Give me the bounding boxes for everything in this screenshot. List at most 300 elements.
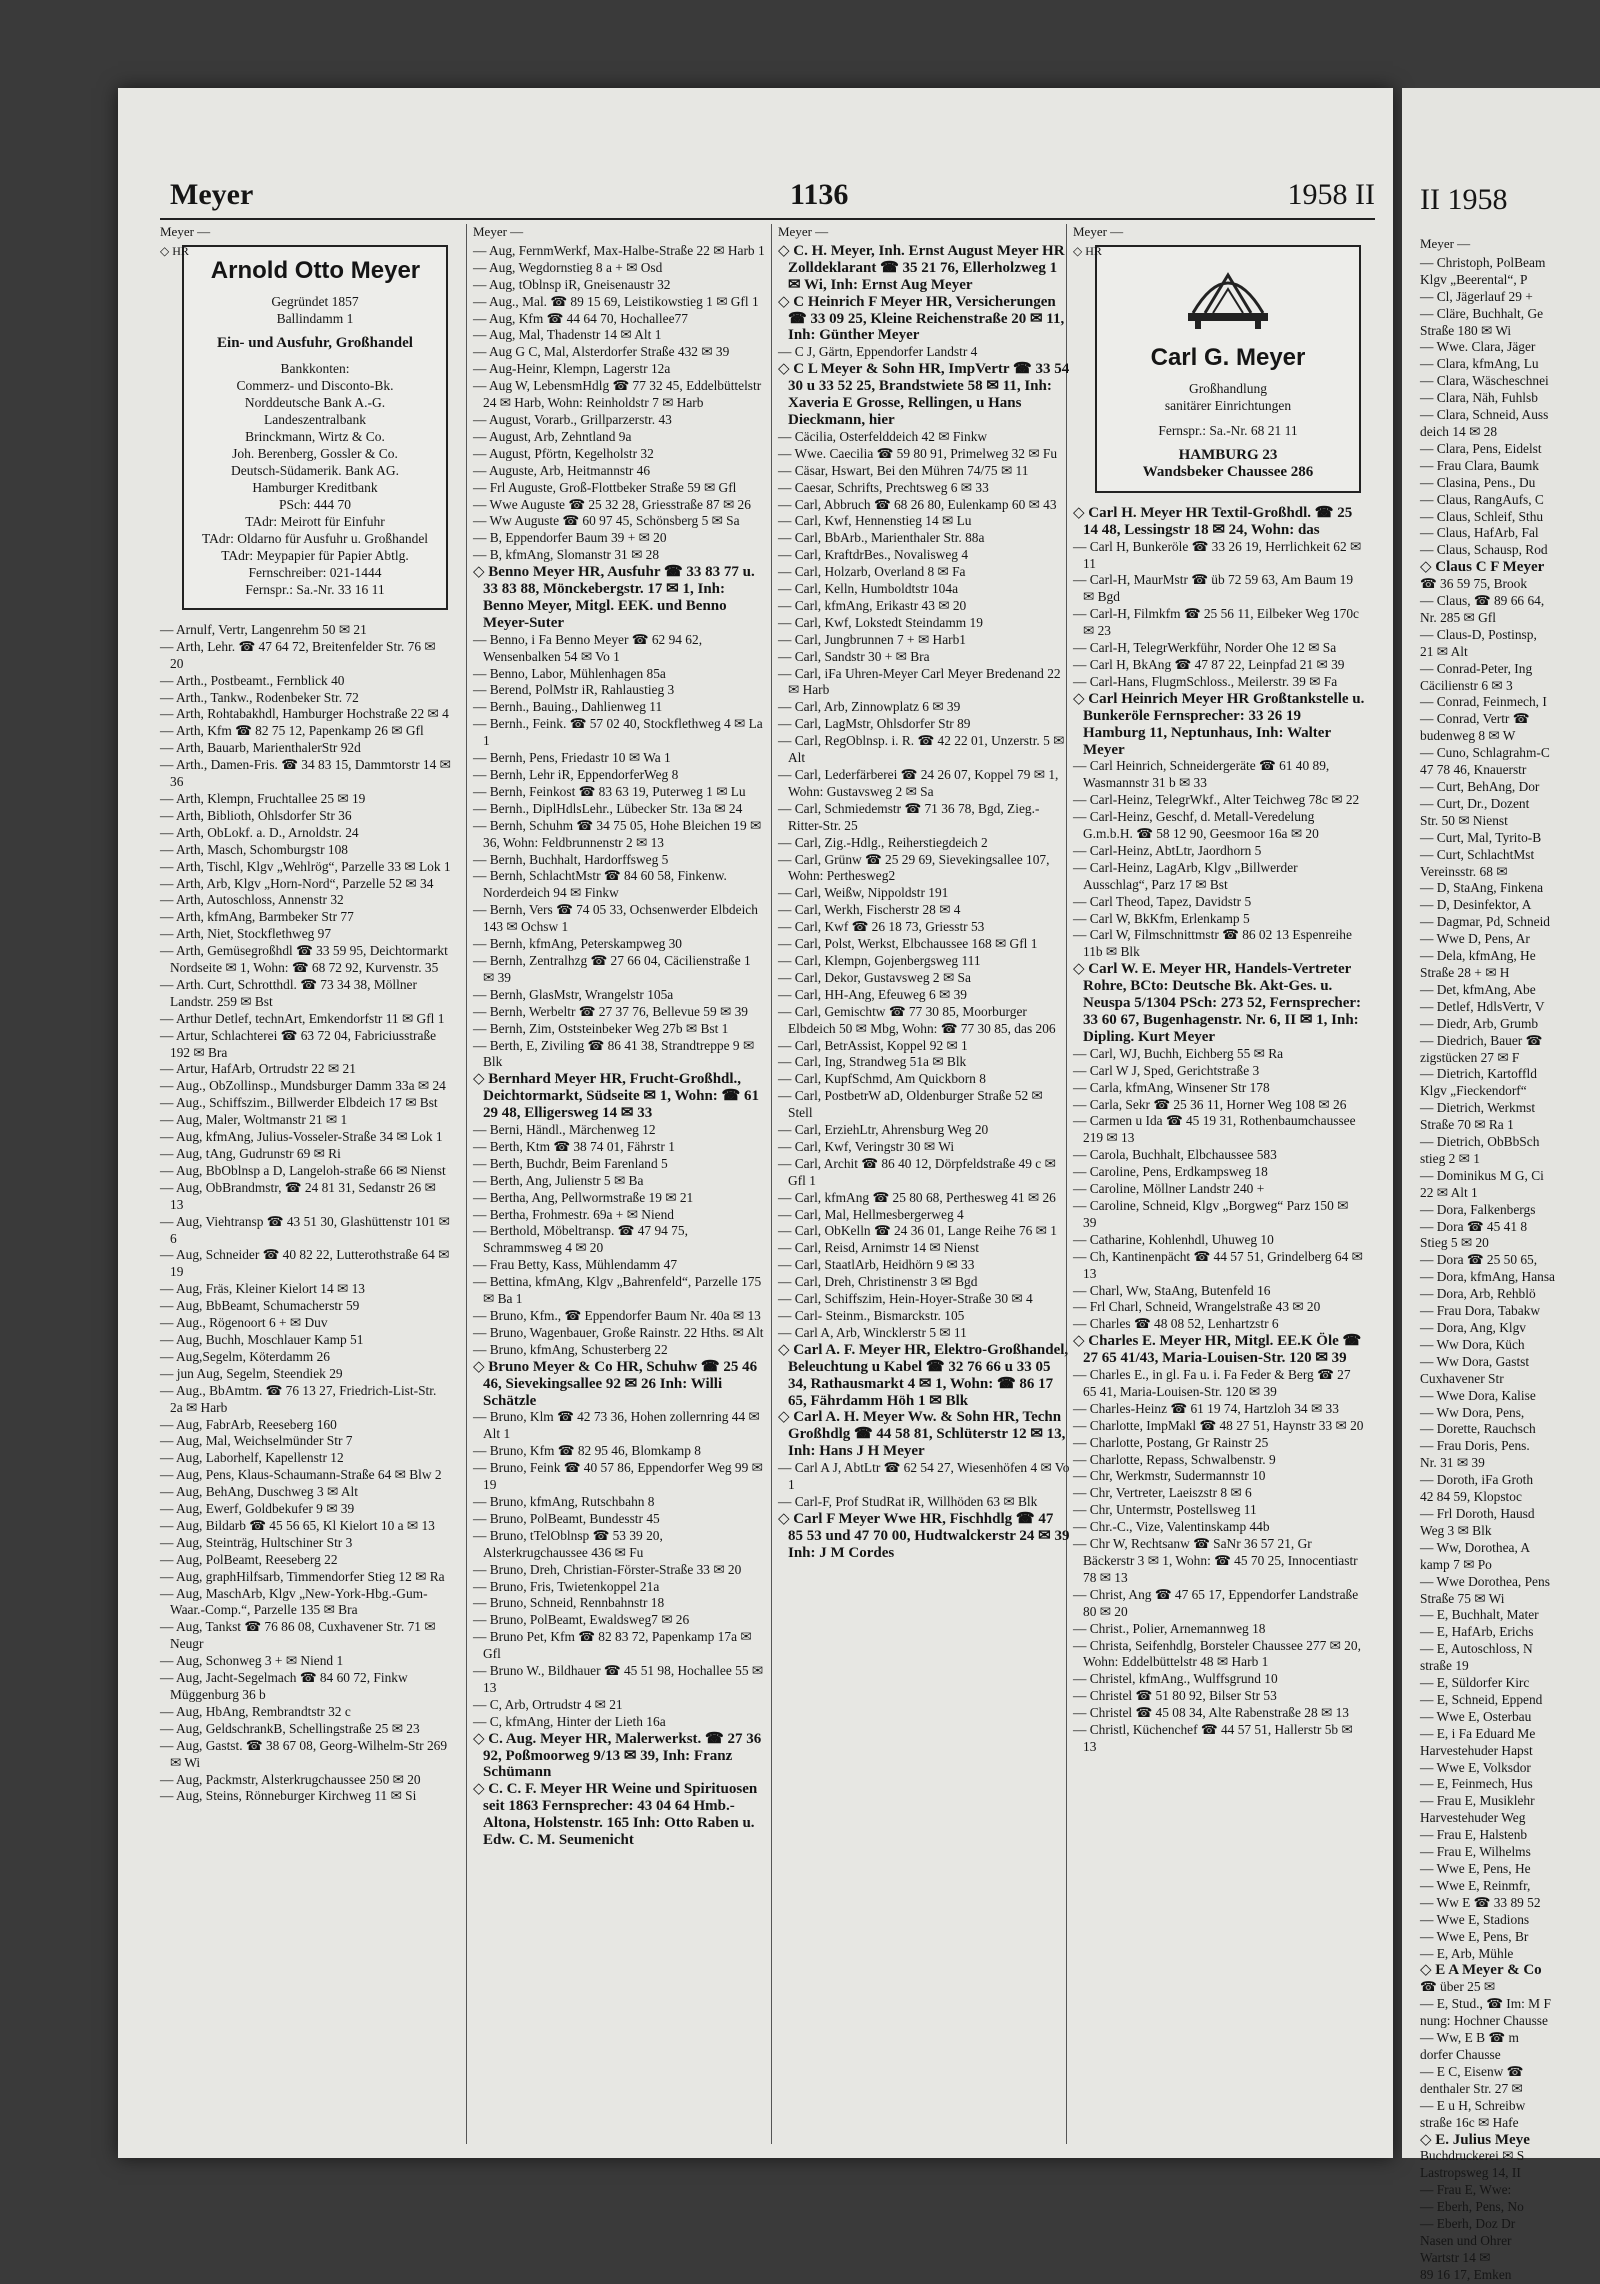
list-item: — Aug G C, Mal, Alsterdorfer Straße 432 ✉ 39 bbox=[473, 344, 730, 360]
list-item: — Wwe E, Pens, He bbox=[1420, 1861, 1531, 1876]
list-item: — Carl, LagMstr, Ohlsdorfer Str 89 bbox=[778, 716, 971, 732]
list-item: — Bruno, Kfm., ☎ Eppendorfer Baum Nr. 40a ✉ 13 bbox=[473, 1308, 761, 1323]
list-item: ◇ Carl F Meyer Wwe HR, Fischhdlg ☎ 47 85 53 und 47 70 00, Hudtwalckerstr 24 ✉ 39 Inh: J M Cordes bbox=[778, 1510, 1070, 1561]
running-head-year: 1958 II bbox=[1287, 178, 1375, 211]
list-item: — Conrad, Vertr ☎ bbox=[1420, 711, 1530, 727]
list-item: — August, Pförtn, Kegelholstr 32 bbox=[473, 445, 654, 461]
list-item: — Auguste, Arb, Heitmannstr 46 bbox=[473, 462, 651, 478]
list-item: — Carl-Heinz, TelegrWkf., Alter Teichweg 78c ✉ 22 bbox=[1073, 792, 1360, 808]
list-item: budenweg 8 ✉ W bbox=[1420, 728, 1516, 744]
list-item: — Carl, Schmiedemstr ☎ 71 36 78, Bgd, Zieg.-Ritter-Str. 25 bbox=[778, 800, 1040, 833]
list-item: — Carl, Grünw ☎ 25 29 69, Sievekingsallee 107, Wohn: Perthesweg2 bbox=[778, 851, 1050, 884]
list-item: — Bernh, Pens, Friedastr 10 ✉ Wa 1 bbox=[473, 750, 671, 766]
list-item: — E, Feinmech, Hus bbox=[1420, 1776, 1533, 1792]
list-item: Nasen und Ohrer bbox=[1420, 2232, 1512, 2248]
ad-city: HAMBURG 23 bbox=[1178, 446, 1278, 463]
list-item: — Arth, kfmAng, Barmbeker Str 77 bbox=[160, 909, 354, 925]
list-item: — Bernh., Feink. ☎ 57 02 40, Stockflethweg 4 ✉ La 1 bbox=[473, 716, 763, 749]
list-item: — E, Süldorfer Kirc bbox=[1420, 1675, 1530, 1691]
list-item: — Carl W J, Sped, Gerichtstraße 3 bbox=[1073, 1062, 1260, 1078]
list-item: — Aug, FabrArb, Reeseberg 160 bbox=[160, 1416, 337, 1432]
list-item: — Detlef, HdlsVertr, V bbox=[1420, 998, 1545, 1014]
list-item: — Eberh, Pens, No bbox=[1420, 2199, 1524, 2215]
list-item: — Wwe E, Pens, Br bbox=[1420, 1928, 1529, 1944]
list-item: — Christ, Ang ☎ 47 65 17, Eppendorfer Landstraße 80 ✉ 20 bbox=[1073, 1586, 1359, 1619]
list-item: — Clasina, Pens., Du bbox=[1420, 474, 1536, 490]
list-item: — Claus, HafArb, Fal bbox=[1420, 525, 1539, 541]
list-item: — Charlotte, ImpMakl ☎ 48 27 51, Haynstr 33 ✉ 20 bbox=[1073, 1417, 1364, 1433]
list-item: — Christl, Küchenchef ☎ 44 57 51, Hallerstr 5b ✉ 13 bbox=[1073, 1722, 1353, 1754]
list-item: — Carl, Kelln, Humboldtstr 104a bbox=[778, 581, 959, 597]
list-item: — Curt, SchlachtMst bbox=[1420, 846, 1535, 862]
ad-bank: Norddeutsche Bank A.-G. bbox=[244, 394, 386, 410]
list-item: — Bernh, Schuhm ☎ 34 75 05, Hohe Bleichen 19 ✉ 36, Wohn: Feldbrunnenstr 2 ✉ 13 bbox=[473, 817, 762, 850]
list-item: — Carl, Gemischtw ☎ 77 30 85, Moorburger Elbdeich 50 ✉ Mbg, Wohn: ☎ 77 30 85, das 206 bbox=[778, 1003, 1056, 1036]
list-item: — Bruno W., Bildhauer ☎ 45 51 98, Hochallee 55 ✉ 13 bbox=[473, 1663, 764, 1695]
list-item: — Ww E ☎ 33 89 52 bbox=[1420, 1894, 1541, 1910]
list-item: — Aug., BbAmtm. ☎ 76 13 27, Friedrich-List-Str. 2a ✉ Harb bbox=[160, 1382, 437, 1415]
list-item: — Carl-H, MaurMstr ☎ üb 72 59 63, Am Baum 19 ✉ Bgd bbox=[1073, 572, 1354, 605]
list-item: — Aug, kfmAng, Julius-Vosseler-Straße 34 ✉ Lok 1 bbox=[160, 1129, 443, 1145]
ad-telex: Fernschreiber: 021-1444 bbox=[248, 564, 382, 580]
list-item: — Curt, Mal, Tyrito-B bbox=[1420, 829, 1542, 845]
list-item: 22 ✉ Alt 1 bbox=[1420, 1184, 1478, 1200]
list-item: — Bruno, Fris, Twietenkoppel 21a bbox=[473, 1578, 660, 1594]
list-item: — Berth, Ang, Julienstr 5 ✉ Ba bbox=[473, 1172, 644, 1188]
list-item: — Cäcilia, Osterfelddeich 42 ✉ Finkw bbox=[778, 428, 988, 444]
list-item: — Dietrich, ObBbSch bbox=[1420, 1134, 1540, 1150]
list-item: — Benno, Labor, Mühlenhagen 85a bbox=[473, 665, 666, 681]
list-item: — Carl-Heinz, AbtLtr, Jaordhorn 5 bbox=[1073, 842, 1262, 858]
list-item: — Frau Clara, Baumk bbox=[1420, 457, 1540, 473]
ad-line-2: sanitärer Einrichtungen bbox=[1164, 397, 1292, 413]
list-item: — Carl, Kwf, Hennenstieg 14 ✉ Lu bbox=[778, 513, 972, 529]
list-item: — Bernh, Zentralhzg ☎ 27 66 04, Cäcilienstraße 1 ✉ 39 bbox=[473, 952, 751, 985]
list-item: — Arth., Postbeamt., Fernblick 40 bbox=[160, 672, 345, 688]
list-item: — Dominikus M G, Ci bbox=[1420, 1167, 1544, 1183]
list-item: — C, kfmAng, Hinter der Lieth 16a bbox=[473, 1713, 666, 1729]
list-item: — Chr.-C., Vize, Valentinskamp 44b bbox=[1073, 1519, 1270, 1535]
list-item: — Bruno, tTelOblnsp ☎ 53 39 20, Alsterkrugchaussee 436 ✉ Fu bbox=[473, 1527, 663, 1560]
list-item: ◇ Carl A. H. Meyer Ww. & Sohn HR, Techn Großhdlg ☎ 44 58 81, Schlüterstr 12 ✉ 13, Inh: Hans J H Meyer bbox=[778, 1409, 1066, 1460]
list-item: — Aug., Schiffszim., Billwerder Elbdeich 17 ✉ Bst bbox=[160, 1095, 438, 1111]
list-item: — Aug W, LebensmHdlg ☎ 77 32 45, Eddelbüttelstr 24 ✉ Harb, Wohn: Reinholdstr 7 ✉ Harb bbox=[473, 378, 762, 411]
list-item: — Bruno, Feink ☎ 40 57 86, Eppendorfer Weg 99 ✉ 19 bbox=[473, 1460, 763, 1493]
list-item: — Frau E, Halstenb bbox=[1420, 1827, 1528, 1843]
ad-bank: Commerz- und Disconto-Bk. bbox=[236, 377, 394, 393]
list-item: — Aug, Ewerf, Goldbekufer 9 ✉ 39 bbox=[160, 1501, 355, 1517]
list-item: ◇ E. Julius Meye bbox=[1420, 2131, 1530, 2148]
list-item: — Aug, Tankst ☎ 76 86 08, Cuxhavener Str. 71 ✉ Neugr bbox=[160, 1619, 436, 1652]
list-item: — Diedr, Arb, Grumb bbox=[1420, 1015, 1539, 1031]
list-item: ◇ C Heinrich F Meyer HR, Versicherungen ☎ 33 09 25, Kleine Reichenstraße 20 ✉ 11, Inh: Günther Meyer bbox=[778, 293, 1065, 344]
list-item: — Berth, E, Ziviling ☎ 86 41 38, Strandtreppe 9 ✉ Blk bbox=[473, 1037, 755, 1070]
ad-title: Carl G. Meyer bbox=[1150, 343, 1306, 371]
list-item: ◇ Carl Heinrich Meyer HR Großtankstelle u. Bunkeröle Fernsprecher: 33 26 19 Hamburg 11, Neptunhaus, Inh: Walter Meyer bbox=[1073, 690, 1365, 758]
list-item: — Artur, HafArb, Ortrudstr 22 ✉ 21 bbox=[160, 1061, 356, 1077]
list-item: — Cäsar, Hswart, Bei den Mühren 74/75 ✉ 11 bbox=[778, 462, 1029, 478]
list-item: — Carl, KupfSchmd, Am Quickborn 8 bbox=[778, 1071, 986, 1087]
list-item: — Dora ☎ 25 50 65, bbox=[1420, 1252, 1538, 1268]
hr-marker: ◇ HR bbox=[1073, 243, 1102, 258]
list-item: — Aug, Schneider ☎ 40 82 22, Lutterothstraße 64 ✉ 19 bbox=[160, 1247, 450, 1280]
list-item: — Dora, Ang, Klgv bbox=[1420, 1320, 1526, 1335]
list-item: — Carl, Abbruch ☎ 68 26 80, Eulenkamp 60 ✉ 43 bbox=[778, 496, 1057, 512]
list-item: — Caroline, Pens, Erdkampsweg 18 bbox=[1073, 1164, 1268, 1180]
list-item: — Caesar, Schrifts, Prechtsweg 6 ✉ 33 bbox=[778, 479, 989, 495]
column-2 bbox=[473, 224, 765, 2144]
list-item: — Carl, Jungbrunnen 7 + ✉ Harb1 bbox=[778, 631, 966, 647]
list-item: ◇ E A Meyer & Co bbox=[1420, 1962, 1542, 1979]
list-item: — Clara, kfmAng, Lu bbox=[1420, 356, 1539, 372]
list-item: — Carla, kfmAng, Winsener Str 178 bbox=[1073, 1079, 1270, 1095]
list-item: ◇ Claus C F Meyer bbox=[1420, 559, 1545, 576]
list-item: — Ww Dora, Küch bbox=[1420, 1336, 1525, 1352]
list-item: — Cuno, Schlagrahm-C bbox=[1420, 745, 1550, 761]
list-item: — August, Arb, Zehntland 9a bbox=[473, 428, 632, 444]
entry-list bbox=[778, 243, 1070, 1562]
list-item: ◇ C. Aug. Meyer HR, Malerwerkst. ☎ 27 36 92, Poßmoorweg 9/13 ✉ 39, Inh: Franz Schümann bbox=[473, 1730, 762, 1781]
list-item: Harvestehuder Weg bbox=[1420, 1810, 1526, 1826]
list-item: — Carmen u Ida ☎ 45 19 31, Rothenbaumchaussee 219 ✉ 13 bbox=[1073, 1113, 1356, 1146]
list-item: — Cl, Jägerlauf 29 + bbox=[1420, 288, 1533, 304]
list-item: — Caroline, Schneid, Klgv „Borgweg“ Parz 150 ✉ 39 bbox=[1073, 1197, 1349, 1230]
list-item: ◇ Charles E. Meyer HR, Mitgl. EE.K Öle ☎ 27 65 41/43, Maria-Louisen-Str. 120 ✉ 39 bbox=[1073, 1333, 1362, 1367]
list-item: — Carl, Ing, Strandweg 51a ✉ Blk bbox=[778, 1054, 967, 1070]
list-item: — Aug, graphHilfsarb, Timmendorfer Stieg 12 ✉ Ra bbox=[160, 1568, 445, 1584]
list-item: — Aug, Jacht-Segelmach ☎ 84 60 72, Finkw Müggenburg 36 b bbox=[160, 1670, 408, 1702]
list-item: — Arthur Detlef, technArt, Emkendorfstr 11 ✉ Gfl 1 bbox=[160, 1010, 445, 1026]
list-item: Cäcilienstr 6 ✉ 3 bbox=[1420, 677, 1513, 693]
list-item: — Ww Auguste ☎ 60 97 45, Schönsberg 5 ✉ Sa bbox=[473, 513, 740, 529]
list-item: — Carl H, Bunkeröle ☎ 33 26 19, Herrlichkeit 62 ✉ 11 bbox=[1073, 538, 1362, 571]
list-item: — B, Eppendorfer Baum 39 + ✉ 20 bbox=[473, 530, 667, 546]
list-item: — Aug., ObZollinsp., Mundsburger Damm 33a ✉ 24 bbox=[160, 1078, 446, 1094]
list-item: ◇ Carl A. F. Meyer HR, Elektro-Großhandel, Beleuchtung u Kabel ☎ 32 76 66 u 33 05 34, Rathausmarkt 4 ✉ 1, Wohn: ☎ 86 17 65, Fährdamm Höh 1 ✉ Blk bbox=[778, 1341, 1069, 1409]
list-item: — C J, Gärtn, Eppendorfer Landstr 4 bbox=[778, 344, 978, 360]
list-item: — Arth. Curt, Schrotthdl. ☎ 73 34 38, Möllner Landstr. 259 ✉ Bst bbox=[160, 976, 417, 1009]
list-item: — Frau E, Musiklehr bbox=[1420, 1793, 1535, 1809]
list-item: 21 ✉ Alt bbox=[1420, 643, 1468, 659]
list-item: — Bertha, Ang, Pellwormstraße 19 ✉ 21 bbox=[473, 1189, 694, 1205]
list-item: — Carl-Hans, FlugmSchloss., Meilerstr. 39 ✉ Fa bbox=[1073, 673, 1338, 689]
list-item: — Frau Doris, Pens. bbox=[1420, 1438, 1530, 1454]
list-item: — Berthold, Möbeltransp. ☎ 47 94 75, Schrammsweg 4 ✉ 20 bbox=[473, 1223, 688, 1256]
column-4 bbox=[1073, 224, 1365, 2144]
list-item: — Carl-H, Filmkfm ☎ 25 56 11, Eilbeker Weg 170c ✉ 23 bbox=[1073, 606, 1359, 639]
list-item: — Carl, Klempn, Gojenbergsweg 111 bbox=[778, 952, 981, 968]
facing-page-header: II 1958 bbox=[1420, 183, 1508, 216]
list-item: — Arth., Tankw., Rodenbeker Str. 72 bbox=[160, 689, 359, 705]
list-item: — Bernh, SchlachtMstr ☎ 84 60 58, Finkenw. Norderdeich 94 ✉ Finkw bbox=[473, 868, 727, 901]
list-item: — Chr, Werkmstr, Sudermannstr 10 bbox=[1073, 1468, 1266, 1484]
list-item: — Christel ☎ 45 08 34, Alte Rabenstraße 28 ✉ 13 bbox=[1073, 1705, 1349, 1721]
list-item: — Christa, Seifenhdlg, Borsteler Chaussee 277 ✉ 20, Wohn: Eddelbüttelstr 48 ✉ Harb 1 bbox=[1073, 1637, 1361, 1670]
ad-telegram-address: TAdr: Meirott für Einfuhr bbox=[245, 513, 385, 529]
list-item: — Carl, Polst, Werkst, Elbchaussee 168 ✉ Gfl 1 bbox=[778, 936, 1038, 952]
list-item: — Aug, PolBeamt, Reeseberg 22 bbox=[160, 1551, 338, 1567]
list-item: — Eberh, Doz Dr bbox=[1420, 2216, 1516, 2232]
list-item: — Bernh, Lehr iR, EppendorferWeg 8 bbox=[473, 767, 679, 782]
list-item: — Aug, Mal, Weichselmünder Str 7 bbox=[160, 1433, 353, 1449]
list-item: — Arth, Niet, Stockflethweg 97 bbox=[160, 926, 332, 942]
list-item: zigstücken 27 ✉ F bbox=[1420, 1049, 1520, 1065]
list-item: nung: Hochner Chausse bbox=[1420, 2013, 1548, 2029]
list-item: — Carl, Werkh, Fischerstr 28 ✉ 4 bbox=[778, 902, 961, 918]
ad-bank: Deutsch-Südamerik. Bank AG. bbox=[231, 462, 399, 478]
list-item: — Bernh, GlasMstr, Wrangelstr 105a bbox=[473, 986, 674, 1002]
list-item: dorfer Chausse bbox=[1420, 2046, 1501, 2062]
page-header bbox=[170, 178, 1375, 218]
list-item: stieg 2 ✉ 1 bbox=[1420, 1150, 1480, 1166]
list-item: — Aug, Pens, Klaus-Schaumann-Straße 64 ✉ Blw 2 bbox=[160, 1467, 442, 1483]
list-item: Harvestehuder Hapst bbox=[1420, 1742, 1533, 1758]
ad-address: Ballindamm 1 bbox=[276, 310, 354, 326]
list-item: — Charl, Ww, StaAng, Butenfeld 16 bbox=[1073, 1282, 1271, 1298]
list-item: — Aug, MaschArb, Klgv „New-York-Hbg.-Gum-Waar.-Comp.“, Parzelle 135 ✉ Bra bbox=[160, 1585, 428, 1618]
list-item: — Dela, kfmAng, He bbox=[1420, 948, 1536, 964]
list-item: ◇ Bruno Meyer & Co HR, Schuhw ☎ 25 46 46, Sievekingsallee 92 ✉ 26 Inh: Willi Schätzle bbox=[473, 1358, 758, 1409]
list-item: — Bernh., DiplHdlsLehr., Lübecker Str. 13a ✉ 24 bbox=[473, 800, 743, 816]
list-item: — Bruno, Dreh, Christian-Förster-Straße 33 ✉ 20 bbox=[473, 1561, 742, 1577]
continuation-label: Meyer — bbox=[1073, 224, 1124, 239]
list-item: — Aug, Schonweg 3 + ✉ Niend 1 bbox=[160, 1653, 344, 1669]
list-item: — Aug, Fräs, Kleiner Kielort 14 ✉ 13 bbox=[160, 1281, 365, 1297]
list-item: — Dora, kfmAng, Hansa bbox=[1420, 1269, 1555, 1285]
list-item: — Aug., Rögenoort 6 + ✉ Duv bbox=[160, 1315, 328, 1331]
continuation-label: Meyer — bbox=[778, 224, 829, 239]
list-item: — Diedrich, Bauer ☎ bbox=[1420, 1032, 1543, 1048]
ad-bank: Brinckmann, Wirtz & Co. bbox=[245, 428, 385, 444]
list-item: — Wwe E, Osterbau bbox=[1420, 1708, 1532, 1724]
list-item: 89 16 17, Emken bbox=[1420, 2266, 1512, 2282]
ad-bank: Hamburger Kreditbank bbox=[252, 479, 378, 495]
ad-line-1: Großhandlung bbox=[1189, 380, 1267, 396]
list-item: — Carl Heinrich, Schneidergeräte ☎ 61 40 89, Wasmannstr 31 b ✉ 33 bbox=[1073, 758, 1330, 791]
continuation-label: Meyer — bbox=[1420, 236, 1471, 251]
list-item: — Arth, Klempn, Fruchtallee 25 ✉ 19 bbox=[160, 790, 366, 806]
list-item: — Carl, ErziehLtr, Ahrensburg Weg 20 bbox=[778, 1122, 989, 1138]
list-item: — Wwe E, Reinmfr, bbox=[1420, 1877, 1531, 1893]
list-item: — Wwe Auguste ☎ 25 32 28, Griesstraße 87 ✉ 26 bbox=[473, 496, 751, 512]
advertisement-carl-g-meyer bbox=[1095, 245, 1361, 493]
list-item: — Dietrich, Werkmst bbox=[1420, 1100, 1536, 1116]
list-item: — Bruno, kfmAng, Rutschbahn 8 bbox=[473, 1493, 655, 1509]
list-item: — Conrad, Feinmech, I bbox=[1420, 694, 1547, 710]
list-item: — Dora, Arb, Rehblö bbox=[1420, 1286, 1536, 1302]
list-item: — Bertha, Frohmestr. 69a + ✉ Niend bbox=[473, 1206, 675, 1222]
list-item: — Arth, Bauarb, MarienthalerStr 92d bbox=[160, 740, 361, 756]
list-item: — Claus, Schausp, Rod bbox=[1420, 542, 1548, 558]
list-item: — Carl, KraftdrBes., Novalisweg 4 bbox=[778, 547, 969, 563]
list-item: — Bernh, Buchhalt, Hardorffsweg 5 bbox=[473, 851, 669, 867]
list-item: — Arth, Autoschloss, Annenstr 32 bbox=[160, 892, 344, 908]
list-item: — Frau Betty, Kass, Mühlendamm 47 bbox=[473, 1257, 678, 1273]
list-item: — Aug, Gastst. ☎ 38 67 08, Georg-Wilhelm-Str 269 ✉ Wi bbox=[160, 1737, 448, 1770]
list-item: — Ww, Dorothea, A bbox=[1420, 1539, 1531, 1555]
list-item: — Dagmar, Pd, Schneid bbox=[1420, 914, 1551, 930]
list-item: — Dorette, Rauchsch bbox=[1420, 1421, 1536, 1437]
list-item: — Berth, Buchdr, Beim Farenland 5 bbox=[473, 1155, 668, 1171]
list-item: — Carl, PostbetrW aD, Oldenburger Straße 52 ✉ Stell bbox=[778, 1088, 1043, 1121]
list-item: Cuxhavener Str bbox=[1420, 1370, 1504, 1386]
list-item: — Cläre, Buchhalt, Ge bbox=[1420, 305, 1544, 321]
list-item: Klgv „Fieckendorf“ bbox=[1420, 1083, 1527, 1099]
list-item: — Dietrich, Kartoffld bbox=[1420, 1066, 1537, 1082]
list-item: Nr. 285 ✉ Gfl bbox=[1420, 609, 1496, 625]
list-item: — E, i Fa Eduard Me bbox=[1420, 1725, 1536, 1741]
ad-telegram-address: TAdr: Meypapier für Papier Abtlg. bbox=[221, 547, 409, 563]
list-item: — Clara, Schneid, Auss bbox=[1420, 407, 1549, 423]
list-item: — Carl-Heinz, LagArb, Klgv „Billwerder Ausschlag“, Parz 17 ✉ Bst bbox=[1073, 859, 1298, 892]
list-item: Vereinsstr. 68 ✉ bbox=[1420, 863, 1508, 879]
list-item: — C, Arb, Ortrudstr 4 ✉ 21 bbox=[473, 1696, 623, 1712]
entry-list bbox=[160, 622, 452, 1805]
list-item: — Wwe. Caecilia ☎ 59 80 91, Primelweg 32 ✉ Fu bbox=[778, 445, 1058, 461]
list-item: ◇ C. C. F. Meyer HR Weine und Spirituosen seit 1863 Fernsprecher: 43 04 64 Hmb.-Altona, Holstenstr. 165 Inh: Otto Raben u. Edw. C. M. Seumenicht bbox=[473, 1781, 758, 1849]
list-item: — Aug, Buchh, Moschlauer Kamp 51 bbox=[160, 1331, 364, 1347]
list-item: — Bernh., Bauing., Dahlienweg 11 bbox=[473, 699, 663, 715]
list-item: — Curt, BehAng, Dor bbox=[1420, 779, 1540, 794]
list-item: — E, Autoschloss, N bbox=[1420, 1641, 1533, 1657]
ad-banks bbox=[192, 377, 438, 496]
list-item: — Carl, Kwf ☎ 26 18 73, Griesstr 53 bbox=[778, 919, 985, 935]
list-item: — Berni, Händl., Märchenweg 12 bbox=[473, 1122, 656, 1138]
ad-title: Arnold Otto Meyer bbox=[210, 256, 421, 284]
list-item: straße 16c ✉ Hafe bbox=[1420, 2114, 1519, 2130]
list-item: — Arth, Biblioth, Ohlsdorfer Str 36 bbox=[160, 807, 352, 823]
list-item: — Wwe Dora, Kalise bbox=[1420, 1387, 1536, 1403]
list-item: — Aug, BbBeamt, Schumacherstr 59 bbox=[160, 1298, 360, 1314]
list-item: — Claus, RangAufs, C bbox=[1420, 491, 1544, 507]
list-item: — Aug, Bildarb ☎ 45 56 65, Kl Kielort 10 a ✉ 13 bbox=[160, 1517, 435, 1533]
list-item: — Carl, WJ, Buchh, Eichberg 55 ✉ Ra bbox=[1073, 1045, 1284, 1061]
list-item: — Wwe E, Volksdor bbox=[1420, 1759, 1531, 1775]
hr-marker: ◇ HR bbox=[160, 243, 189, 258]
list-item: — Carl H, BkAng ☎ 47 87 22, Leinpfad 21 ✉ 39 bbox=[1073, 656, 1345, 672]
page-number: 1136 bbox=[790, 178, 849, 211]
list-item: — Arnulf, Vertr, Langenrehm 50 ✉ 21 bbox=[160, 621, 367, 637]
list-item: Straße 70 ✉ Ra 1 bbox=[1420, 1117, 1514, 1133]
list-item: — E, HafArb, Erichs bbox=[1420, 1624, 1534, 1640]
list-item: — Christel, kfmAng., Wulffsgrund 10 bbox=[1073, 1671, 1278, 1687]
list-item: — Caroline, Möllner Landstr 240 + bbox=[1073, 1181, 1265, 1197]
ad-telegram-address: TAdr: Oldarno für Ausfuhr u. Großhandel bbox=[201, 530, 429, 546]
list-item: — Arth, Lehr. ☎ 47 64 72, Breitenfelder Str. 76 ✉ 20 bbox=[160, 638, 436, 671]
list-item: — Arth, Arb, Klgv „Horn-Nord“, Parzelle 52 ✉ 34 bbox=[160, 875, 434, 891]
list-item: — Carl, BetrAssist, Koppel 92 ✉ 1 bbox=[778, 1037, 968, 1053]
list-item: — Carola, Buchhalt, Elbchaussee 583 bbox=[1073, 1147, 1277, 1163]
list-item: — Carl, Dreh, Christinenstr 3 ✉ Bgd bbox=[778, 1274, 978, 1290]
list-item: — E u H, Schreibw bbox=[1420, 2097, 1526, 2113]
entry-list bbox=[473, 243, 765, 1849]
list-item: — Carl-Heinz, Geschf, d. Metall-Veredelung G.m.b.H. ☎ 58 12 90, Geesmoor 16a ✉ 20 bbox=[1073, 809, 1319, 842]
list-item: — Bruno, PolBeamt, Bundesstr 45 bbox=[473, 1510, 660, 1526]
list-item: Straße 75 ✉ Wi bbox=[1420, 1590, 1505, 1606]
list-item: — Charles-Heinz ☎ 61 19 74, Hartzloh 34 ✉ 33 bbox=[1073, 1400, 1339, 1416]
list-item: — Benno, i Fa Benno Meyer ☎ 62 94 62, Wensenbalken 54 ✉ Vo 1 bbox=[473, 631, 703, 664]
list-item: — Aug, Steinträg, Hultschiner Str 3 bbox=[160, 1534, 353, 1550]
entry-list bbox=[1420, 255, 1600, 2284]
list-item: ◇ Bernhard Meyer HR, Frucht-Großhdl., Deichtormarkt, Südseite ✉ 1, Wohn: ☎ 61 29 48, Elligersweg 14 ✉ 33 bbox=[473, 1071, 759, 1122]
list-item: — Aug, Packmstr, Alsterkrugchaussee 250 ✉ 20 bbox=[160, 1771, 421, 1787]
list-item: — Christoph, PolBeam bbox=[1420, 254, 1546, 270]
ad-business: Ein- und Ausfuhr, Großhandel bbox=[217, 334, 413, 351]
continuation-label: Meyer — bbox=[473, 224, 524, 239]
list-item: — Bruno, kfmAng, Schusterberg 22 bbox=[473, 1341, 668, 1357]
list-item: — Dora, Falkenbergs bbox=[1420, 1201, 1536, 1217]
list-item: — Carl- Steinm., Bismarckstr. 105 bbox=[778, 1308, 965, 1323]
list-item: — Charles ☎ 48 08 52, Lenhartzstr 6 bbox=[1073, 1316, 1279, 1332]
list-item: Weg 3 ✉ Blk bbox=[1420, 1522, 1492, 1538]
list-item: ◇ Carl H. Meyer HR Textil-Großhdl. ☎ 25 14 48, Lessingstr 18 ✉ 24, Wohn: das bbox=[1073, 504, 1353, 538]
list-item: — Dora ☎ 45 41 8 bbox=[1420, 1218, 1528, 1234]
list-item: — Clara, Pens, Eidelst bbox=[1420, 440, 1542, 456]
list-item: — Aug-Heinr, Klempn, Lagerstr 12a bbox=[473, 361, 671, 377]
list-item: — Frl Auguste, Groß-Flottbeker Straße 59 ✉ Gfl bbox=[473, 479, 737, 495]
facing-page-edge bbox=[1402, 88, 1600, 2282]
list-item: — Carl A, Arb, Wincklerstr 5 ✉ 11 bbox=[778, 1324, 967, 1340]
ad-bank: Landeszentralbank bbox=[264, 411, 366, 427]
list-item: — Conrad-Peter, Ing bbox=[1420, 660, 1533, 676]
list-item: deich 14 ✉ 28 bbox=[1420, 423, 1498, 439]
list-item: — Clara, Näh, Fuhlsb bbox=[1420, 390, 1538, 406]
list-item: — D, Desinfektor, A bbox=[1420, 897, 1532, 913]
list-item: — Ww Dora, Gastst bbox=[1420, 1353, 1530, 1369]
continuation-label: Meyer — bbox=[160, 224, 211, 239]
list-item: — Carl, BbArb., Marienthaler Str. 88a bbox=[778, 530, 985, 546]
list-item: 47 78 46, Knauerstr bbox=[1420, 762, 1527, 778]
directory-page bbox=[118, 88, 1393, 2158]
list-item: — Carl-H, TelegrWerkführ, Norder Ohe 12 ✉ Sa bbox=[1073, 640, 1337, 656]
list-item: — Frau Dora, Tabakw bbox=[1420, 1303, 1541, 1319]
list-item: — Carl, Holzarb, Overland 8 ✉ Fa bbox=[778, 564, 966, 580]
advertisement-arnold-otto-meyer bbox=[182, 245, 448, 610]
list-item: — Carl, Weißw, Nippoldstr 191 bbox=[778, 885, 949, 901]
list-item: — Bernh, Feinkost ☎ 83 63 19, Puterweg 1 ✉ Lu bbox=[473, 783, 746, 799]
list-item: — Carl, Sandstr 30 + ✉ Bra bbox=[778, 648, 930, 664]
cgm-logo-icon bbox=[1173, 263, 1283, 333]
list-item: — Arth, Kfm ☎ 82 75 12, Papenkamp 26 ✉ Gfl bbox=[160, 723, 424, 739]
header-rule bbox=[160, 218, 1375, 220]
list-item: — Berend, PolMstr iR, Rahlaustieg 3 bbox=[473, 682, 675, 698]
list-item: — Wwe. Clara, Jäger bbox=[1420, 339, 1536, 355]
list-item: 42 84 59, Klopstoc bbox=[1420, 1489, 1522, 1505]
list-item: — Carl-F, Prof StudRat iR, Willhöden 63 ✉ Blk bbox=[778, 1493, 1038, 1509]
list-item: — Bernh, Werbeltr ☎ 27 37 76, Bellevue 59 ✉ 39 bbox=[473, 1003, 748, 1019]
ad-street: Wandsbeker Chaussee 286 bbox=[1142, 463, 1314, 480]
list-item: — August, Vorarb., Grillparzerstr. 43 bbox=[473, 411, 672, 427]
list-item: — Aug,Segelm, Köterdamm 26 bbox=[160, 1348, 330, 1364]
list-item: — Doroth, iFa Groth bbox=[1420, 1472, 1534, 1488]
list-item: — Carl, Archit ☎ 86 40 12, Dörpfeldstraße 49 c ✉ Gfl 1 bbox=[778, 1155, 1056, 1188]
list-item: — Arth, Tischl, Klgv „Wehlrög“, Parzelle 33 ✉ Lok 1 bbox=[160, 858, 451, 874]
list-item: — Clara, Wäscheschnei bbox=[1420, 373, 1549, 389]
list-item: — Aug, BbOblnsp a D, Langeloh-straße 66 ✉ Nienst bbox=[160, 1162, 446, 1178]
list-item: — Aug, Viehtransp ☎ 43 51 30, Glashüttenstr 101 ✉ 6 bbox=[160, 1213, 450, 1246]
list-item: ◇ C L Meyer & Sohn HR, ImpVertr ☎ 33 54 30 u 33 52 25, Brandstwiete 58 ✉ 11, Inh: Xaveria E Grosse, Rellingen, u Hans Dieckmann, hier bbox=[778, 361, 1070, 428]
list-item: — Aug, Wegdornstieg 8 a + ✉ Osd bbox=[473, 259, 663, 275]
list-item: — Bruno, PolBeamt, Ewaldsweg7 ✉ 26 bbox=[473, 1612, 690, 1628]
list-item: — Claus, Schleif, Sthu bbox=[1420, 508, 1544, 524]
list-item: — Claus-D, Postinsp, bbox=[1420, 626, 1537, 642]
list-item: — E, Arb, Mühle bbox=[1420, 1945, 1514, 1961]
list-item: — Wwe Dorothea, Pens bbox=[1420, 1573, 1550, 1589]
ad-phone: Fernspr.: Sa.-Nr. 33 16 11 bbox=[245, 581, 385, 597]
list-item: — Carl A J, AbtLtr ☎ 62 54 27, Wiesenhöfen 4 ✉ Vo 1 bbox=[778, 1460, 1070, 1493]
list-item: Nr. 31 ✉ 39 bbox=[1420, 1455, 1485, 1471]
list-item: — Carl, kfmAng, Erikastr 43 ✉ 20 bbox=[778, 597, 967, 613]
